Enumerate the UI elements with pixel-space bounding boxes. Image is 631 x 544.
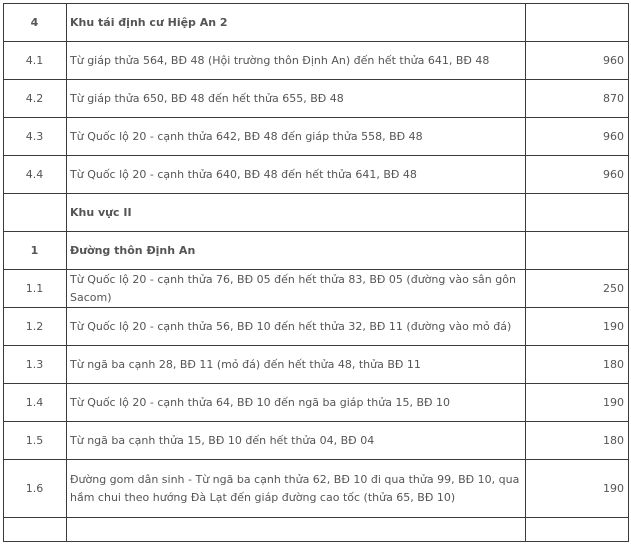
row-price — [526, 194, 629, 232]
row-description: Từ Quốc lộ 20 - cạnh thửa 76, BĐ 05 đến hết thửa 83, BĐ 05 (đường vào sân gôn Sacom) — [67, 270, 526, 308]
table-row — [4, 80, 629, 118]
table-row-empty — [4, 518, 629, 542]
row-description: Từ Quốc lộ 20 - cạnh thửa 56, BĐ 10 đến hết thửa 32, BĐ 11 (đường vào mỏ đá) — [67, 308, 526, 346]
table-row — [4, 118, 629, 156]
row-description: Từ giáp thửa 564, BĐ 48 (Hội trường thôn Định An) đến hết thửa 641, BĐ 48 — [67, 42, 526, 80]
row-number — [4, 518, 67, 542]
table-row — [4, 232, 629, 270]
table-row — [4, 194, 629, 232]
row-number: 1.4 — [4, 384, 67, 422]
row-price: 190 — [526, 308, 629, 346]
row-price — [526, 232, 629, 270]
row-number: 1.5 — [4, 422, 67, 460]
table-row — [4, 422, 629, 460]
row-price: 180 — [526, 346, 629, 384]
row-description: Từ ngã ba cạnh thửa 15, BĐ 10 đến hết thửa 04, BĐ 04 — [67, 422, 526, 460]
table-row — [4, 308, 629, 346]
row-price: 190 — [526, 384, 629, 422]
row-price: 250 — [526, 270, 629, 308]
table-row — [4, 42, 629, 80]
row-price — [526, 4, 629, 42]
row-price: 960 — [526, 42, 629, 80]
row-number: 4.1 — [4, 42, 67, 80]
row-number: 4.3 — [4, 118, 67, 156]
table-row — [4, 156, 629, 194]
row-number: 4 — [4, 4, 67, 42]
row-number: 1.2 — [4, 308, 67, 346]
row-description: Từ giáp thửa 650, BĐ 48 đến hết thửa 655, BĐ 48 — [67, 80, 526, 118]
row-number: 1.6 — [4, 460, 67, 518]
row-number — [4, 194, 67, 232]
row-description: Khu tái định cư Hiệp An 2 — [67, 4, 526, 42]
row-description — [67, 518, 526, 542]
table-row — [4, 4, 629, 42]
row-price: 180 — [526, 422, 629, 460]
row-description: Đường gom dân sinh - Từ ngã ba cạnh thửa 62, BĐ 10 đi qua thửa 99, BĐ 10, qua hầm chui theo hướng Đà Lạt đến giáp đường cao tốc (thửa 65, BĐ 10) — [67, 460, 526, 518]
table-row — [4, 270, 629, 308]
row-price: 960 — [526, 118, 629, 156]
row-price — [526, 518, 629, 542]
row-price: 190 — [526, 460, 629, 518]
row-description: Từ ngã ba cạnh 28, BĐ 11 (mỏ đá) đến hết thửa 48, thửa BĐ 11 — [67, 346, 526, 384]
table-row — [4, 384, 629, 422]
row-description: Từ Quốc lộ 20 - cạnh thửa 642, BĐ 48 đến giáp thửa 558, BĐ 48 — [67, 118, 526, 156]
row-number: 1 — [4, 232, 67, 270]
row-number: 4.2 — [4, 80, 67, 118]
row-description: Từ Quốc lộ 20 - cạnh thửa 64, BĐ 10 đến ngã ba giáp thửa 15, BĐ 10 — [67, 384, 526, 422]
land-price-table — [3, 3, 629, 542]
row-description: Từ Quốc lộ 20 - cạnh thửa 640, BĐ 48 đến hết thửa 641, BĐ 48 — [67, 156, 526, 194]
row-number: 1.1 — [4, 270, 67, 308]
table-row — [4, 460, 629, 518]
row-description: Đường thôn Định An — [67, 232, 526, 270]
row-description: Khu vực II — [67, 194, 526, 232]
row-price: 870 — [526, 80, 629, 118]
table-row — [4, 346, 629, 384]
row-number: 4.4 — [4, 156, 67, 194]
row-price: 960 — [526, 156, 629, 194]
row-number: 1.3 — [4, 346, 67, 384]
